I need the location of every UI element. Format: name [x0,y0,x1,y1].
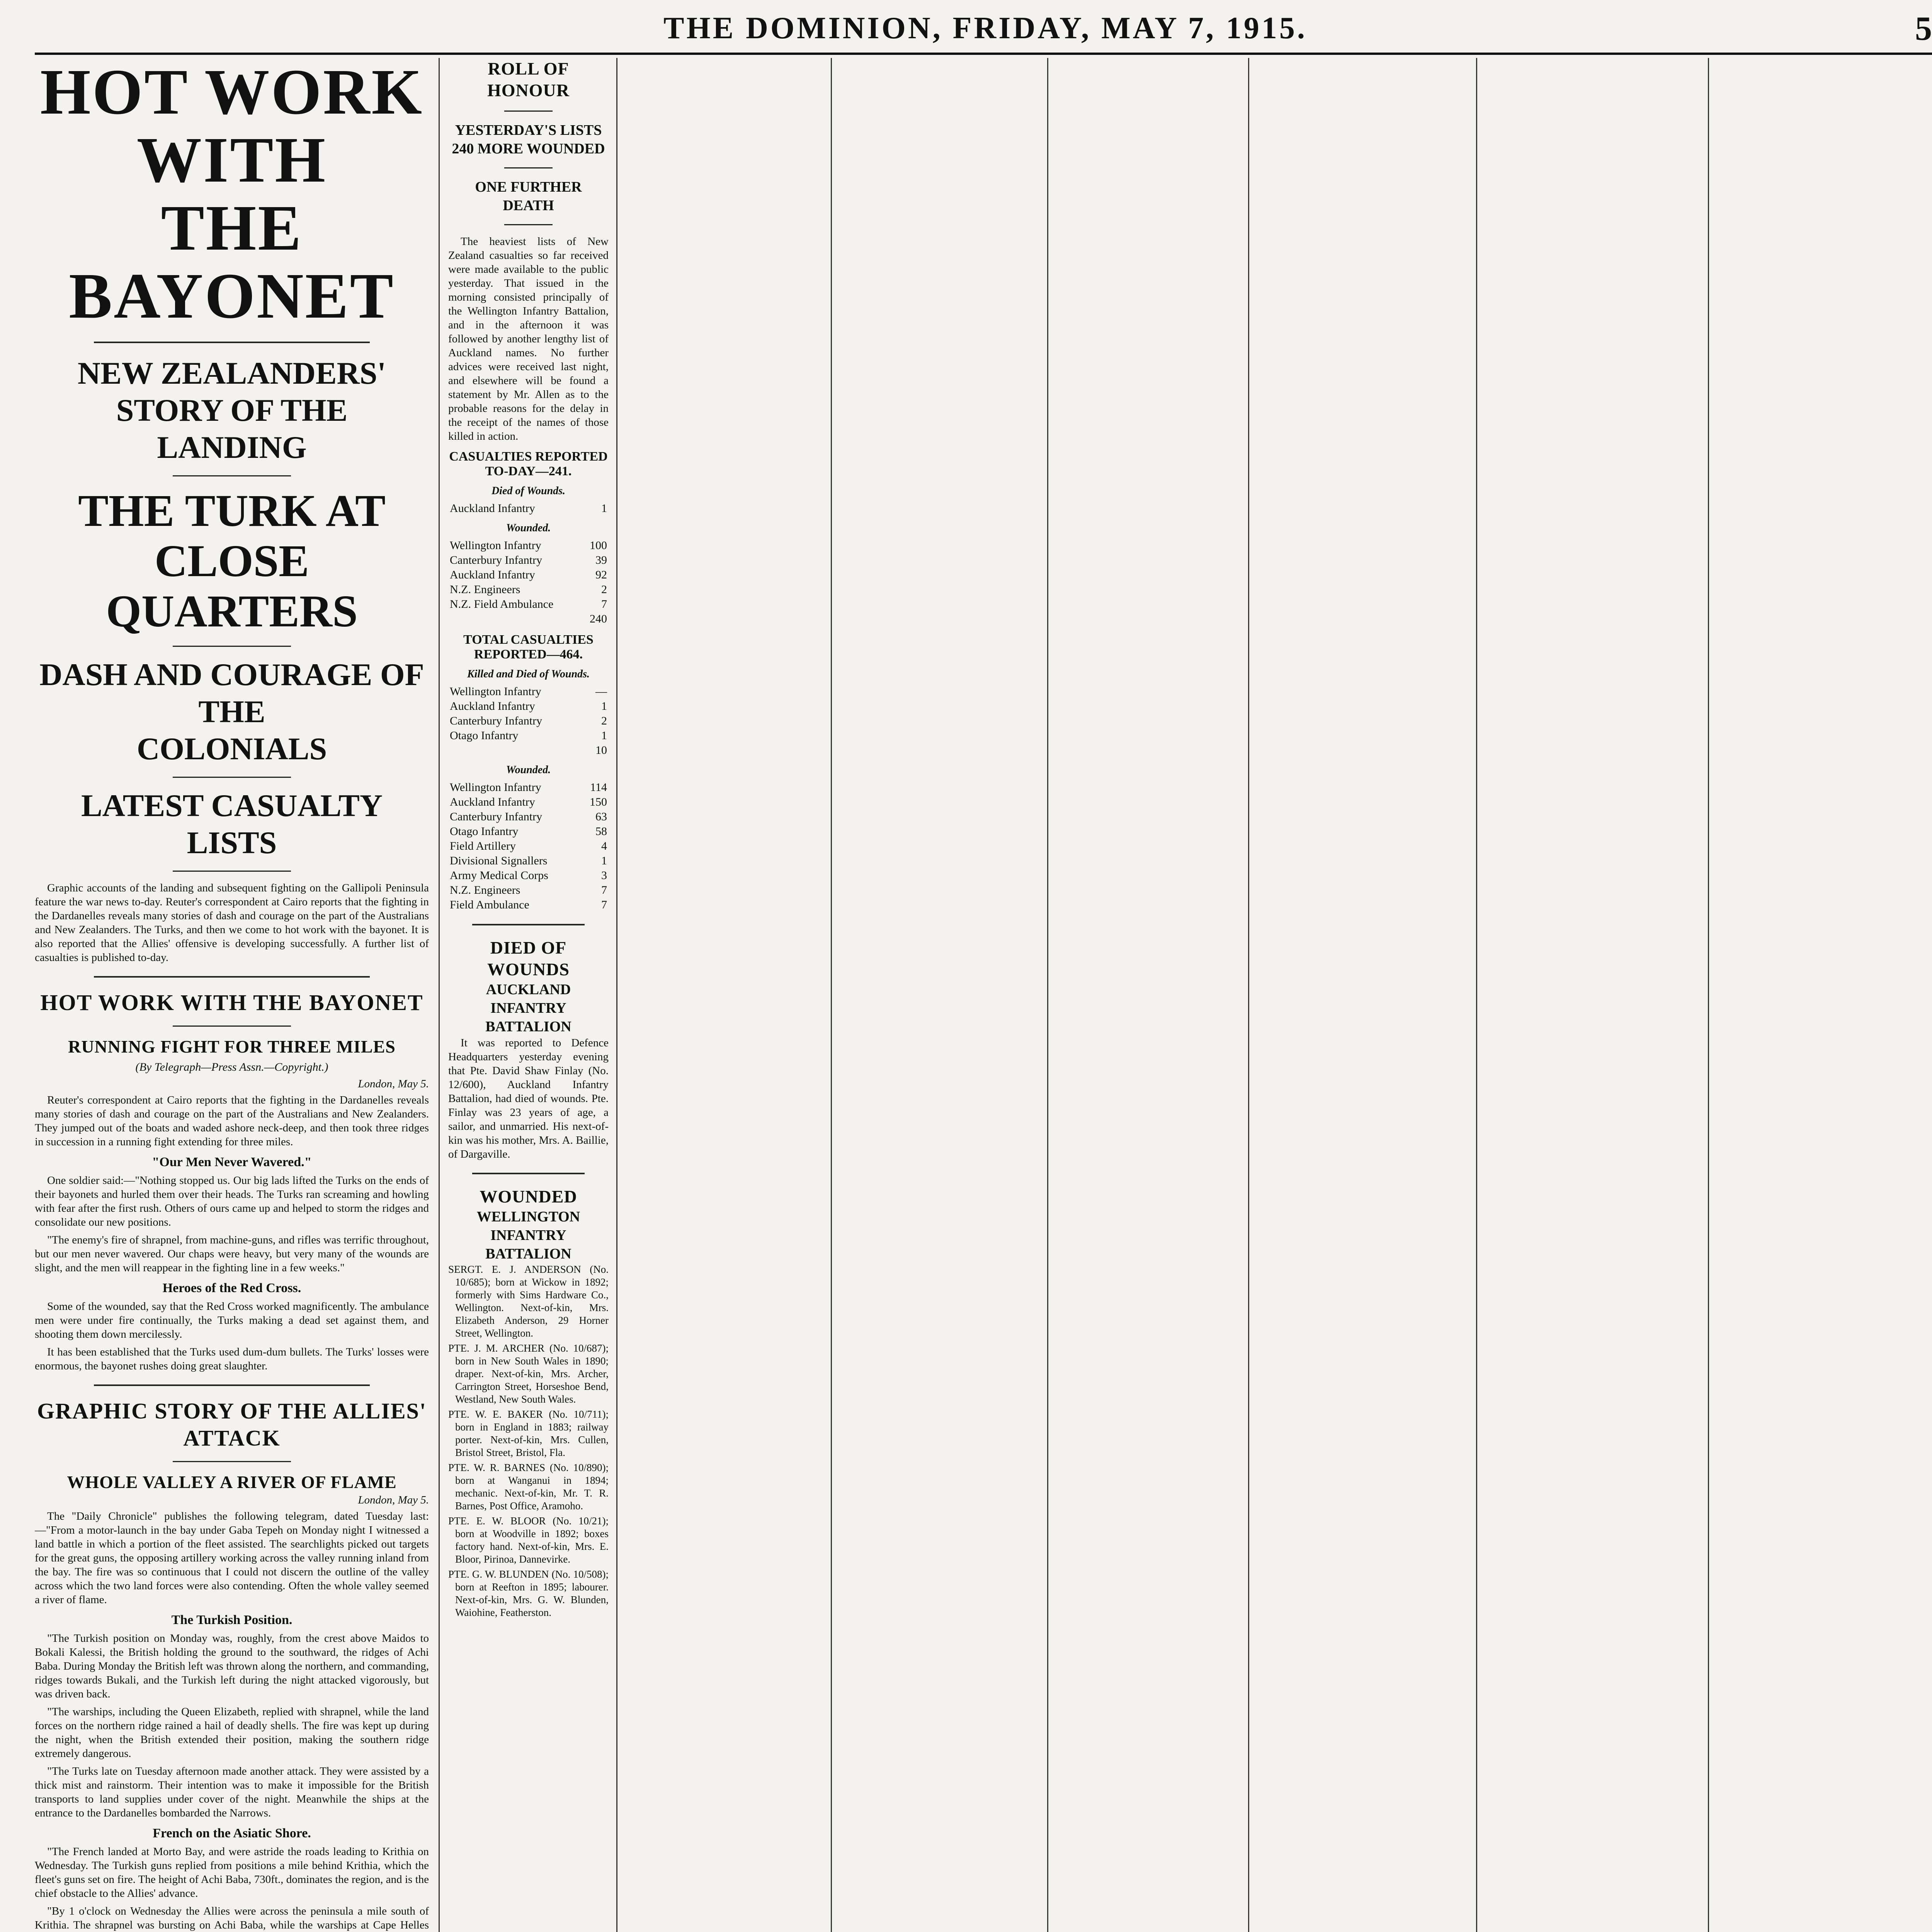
casualty-count: 1 [601,502,607,515]
dateline: London, May 5. [358,1078,429,1090]
lead-subhead: QUARTERS [106,586,358,636]
casualty-count: 4 [601,840,607,852]
table-row [448,868,609,883]
lead-article [35,58,429,1932]
unit-name: Wellington Infantry [450,685,541,698]
divider [504,224,553,225]
section-subhead: 240 MORE WOUNDED [452,141,605,157]
divider [173,646,291,647]
unit-name: Field Artillery [450,840,516,852]
casualty-count: 7 [601,598,607,611]
section-headline: ROLL OF HONOUR [487,59,570,100]
unit-name: Army Medical Corps [450,869,548,882]
unit-name: Auckland Infantry [450,700,535,713]
unit-name: Canterbury Infantry [450,554,543,566]
unit-name [448,612,563,626]
lead-subhead: NEW ZEALANDERS' STORY OF THE [77,355,386,428]
paragraph: "The warships, including the Queen Elizabeth, replied with shrapnel, while the land forces on the northern ridge rained a hail of deadly shells. The fire was kept up during the night, when the British extended their position, making the southern ridge extremely dangerous. [35,1706,429,1760]
table-subheading: Wounded. [506,522,551,534]
casualty-count: 100 [590,539,607,552]
roll-of-honour-column [448,58,609,1932]
casualty-count: 39 [595,554,607,566]
section-subhead: WELLINGTON INFANTRY BATTALION [476,1209,580,1262]
lead-intro: Graphic accounts of the landing and subsequent fighting on the Gallipoli Peninsula feature the war news to-day. Reuter's correspondent at Cairo reports that the fighting in the Dardanelles reveals many stories of dash and courage on the part of the Australians and New Zealanders. The Turks, and then we come to hot work with the bayonet. It is also reported that the Allies' offensive is developing successfully. A further list of casualties is published to-day. [35,882,429,964]
column-rule [1708,58,1709,1932]
article-subhead: WHOLE VALLEY A RIVER OF FLAME [67,1472,397,1492]
table-heading: CASUALTIES REPORTED TO-DAY—241. [449,449,608,478]
unit-name: Divisional Signallers [450,854,548,867]
casualty-count: 1 [601,729,607,742]
article-subhead: RUNNING FIGHT FOR THREE MILES [68,1037,396,1056]
unit-name: Auckland Infantry [450,796,535,808]
divider [94,342,370,343]
table-row [448,538,609,553]
divider [504,111,553,112]
paragraph: "By 1 o'clock on Wednesday the Allies were across the peninsula a mile south of Krithia. The shrapnel was bursting on Achi Baba, while the warships at Cape Helles [35,1905,429,1931]
paragraph: It has been established that the Turks used dum-dum bullets. The Turks' losses were enormous, the bayonet rushes doing great slaughter. [35,1346,429,1372]
dateline: London, May 5. [358,1494,429,1506]
casualty-count: 114 [590,781,607,794]
lead-subhead: DASH AND COURAGE OF THE [39,657,424,729]
casualty-count: 7 [601,898,607,911]
lead-subhead: THE TURK AT CLOSE [78,485,386,586]
table-row [448,684,609,699]
unit-name: N.Z. Field Ambulance [450,598,554,611]
crosshead: "Our Men Never Wavered." [152,1155,312,1169]
divider [173,1461,291,1462]
divider [504,167,553,168]
divider [472,924,585,925]
unit-name: N.Z. Engineers [450,884,520,896]
table-row [448,898,609,912]
unit-name: N.Z. Engineers [450,583,520,596]
wire-credit: (By Telegraph—Press Assn.—Copyright.) [135,1061,328,1073]
table-row [448,582,609,597]
unit-name: Auckland Infantry [450,568,535,581]
column-rule [616,58,617,1932]
lead-headline-line2: THE BAYONET [69,192,395,332]
section-subhead: ONE FURTHER DEATH [475,179,582,214]
column-rule [1248,58,1249,1932]
casualty-count: 2 [601,583,607,596]
casualty-count: 58 [595,825,607,838]
table-row [448,553,609,568]
column-rule [831,58,832,1932]
masthead-rule [35,53,1932,55]
paragraph: "The enemy's fire of shrapnel, from machine-guns, and rifles was terrific throughout, but our men never wavered. Our chaps were heavy, but very many of the wounds are slight, and the men will reappear in the fighting line in a few weeks." [35,1234,429,1274]
section-subhead: YESTERDAY'S LISTS [455,122,602,138]
casualty-table [448,780,609,912]
table-row [448,501,609,516]
paragraph: The heaviest lists of New Zealand casualties so far received were made available to the public yesterday. That issued in the morning consisted principally of the Wellington Infantry Battalion, and in the afternoon it was followed by another lengthy list of Auckland names. No further advices were received last night, and elsewhere will be found a statement by Mr. Allen as to the probable reasons for the delay in the receipt of the names of those killed in action. [448,235,609,442]
table-subheading: Died of Wounds. [491,485,566,497]
table-row [448,699,609,714]
page-number: 5 [1915,10,1932,48]
crosshead: French on the Asiatic Shore. [153,1826,311,1840]
table-row [448,780,609,795]
section-subhead: AUCKLAND INFANTRY BATTALION [485,981,571,1035]
unit-name [448,743,563,758]
table-row [448,597,609,612]
divider [173,475,291,476]
casualty-table [448,684,609,758]
lead-subhead: LATEST CASUALTY LISTS [81,788,383,860]
unit-name: Auckland Infantry [450,502,535,515]
paragraph: "The French landed at Morto Bay, and were astride the roads leading to Krithia on Wednesday. The Turkish guns replied from positions a mile behind Krithia, which the fleet's guns set on fire. The height of Achi Baba, 730ft., dominates the region, and is the chief obstacle to the Allies' advance. [35,1845,429,1900]
paragraph: The "Daily Chronicle" publishes the following telegram, dated Tuesday last:—"From a motor-launch in the bay under Gaba Tepeh on Monday night I witnessed a land battle in which a portion of the fleet assisted. The searchlights picked out targets for the great guns, the opposing artillery working across the valley running inland from the bay. The fire was so continuous that I could not discern the outline of the valley across which the two land forces were also contending. Often the whole valley seemed a river of flame. [35,1510,429,1606]
casualty-count: 3 [601,869,607,882]
table-row [448,795,609,810]
table-row [448,568,609,582]
divider [472,1173,585,1174]
table-row [448,728,609,743]
casualty-count: — [595,685,607,698]
casualty-entry: PTE. W. E. BAKER (No. 10/711); born in England in 1883; railway porter. Next-of-kin, Mrs. Cullen, Bristol Street, Bristol, Fla. [448,1408,609,1458]
paragraph: Some of the wounded, say that the Red Cross worked magnificently. The ambulance men were under fire continually, the Turks making a dead set against them, and shooting them down mercilessly. [35,1300,429,1340]
article-headline: GRAPHIC STORY OF THE ALLIES' ATTACK [37,1398,427,1451]
table-subheading: Wounded. [506,764,551,776]
divider [173,777,291,778]
casualty-count: 150 [590,796,607,808]
article-headline: HOT WORK WITH THE BAYONET [40,990,423,1015]
table-row [448,854,609,868]
unit-name: Otago Infantry [450,825,519,838]
divider [173,1026,291,1027]
unit-name: Wellington Infantry [450,539,541,552]
table-row [448,824,609,839]
unit-name: Otago Infantry [450,729,519,742]
table-row [448,743,609,758]
masthead [35,7,1932,49]
paragraph: One soldier said:—"Nothing stopped us. Our big lads lifted the Turks on the ends of their bayonets and hurled them over their heads. The Turks ran screaming and howling with fear after the first rush. Others of ours came up and helped to storm the ridges and consolidate our new positions. [35,1174,429,1228]
casualty-count: 1 [601,700,607,713]
divider [173,871,291,872]
lead-subhead: COLONIALS [136,731,327,766]
casualty-count: 10 [595,744,607,757]
section-headline: DIED OF WOUNDS [487,938,570,979]
table-row [448,883,609,898]
column-rule [1047,58,1048,1932]
divider [94,976,370,978]
casualty-count: 240 [590,612,607,625]
divider [94,1384,370,1386]
paragraph: It was reported to Defence Headquarters yesterday evening that Pte. David Shaw Finlay (No. 12/600), Auckland Infantry Battalion, had died of wounds. Pte. Finlay was 23 years of age, a sailor, and unmarried. His next-of-kin was his mother, Mrs. A. Baillie, of Dargaville. [448,1037,609,1160]
casualty-count: 63 [595,810,607,823]
casualty-table [448,501,609,516]
paragraph: "The Turkish position on Monday was, roughly, from the crest above Maidos to Bokali Kalessi, the British holding the ground to the southward, the ridges of Achi Baba. During Monday the British left was thrown along the northern, and commanding, ridges towards Bukali, and the Turkish left during the night attacked vigorously, but was driven back. [35,1632,429,1700]
lead-headline-line1: HOT WORK WITH [40,58,423,196]
casualty-entry: SERGT. E. J. ANDERSON (No. 10/685); born at Wickow in 1892; formerly with Sims Hardware Co., Wellington. Next-of-kin, Mrs. Elizabeth Anderson, 29 Horner Street, Wellington. [448,1264,609,1339]
unit-name: Canterbury Infantry [450,714,543,727]
table-row [448,714,609,728]
paragraph: Reuter's correspondent at Cairo reports that the fighting in the Dardanelles reveals many stories of dash and courage on the part of the Australians and New Zealanders. They jumped out of the boats and waded ashore neck-deep, and then took three ridges in succession in a running fight extending for three miles. [35,1094,429,1148]
casualty-entry: PTE. J. M. ARCHER (No. 10/687); born in New South Wales in 1890; draper. Next-of-kin, Mrs. Archer, Carrington Street, Horseshoe Bend, Westland, New South Wales. [448,1342,609,1405]
table-subheading: Killed and Died of Wounds. [467,668,590,680]
casualty-entry: PTE. E. W. BLOOR (No. 10/21); born at Woodville in 1892; boxes factory hand. Next-of-kin, Mrs. E. Bloor, Pirinoa, Dannevirke. [448,1515,609,1565]
casualty-count: 7 [601,884,607,896]
page-title: THE DOMINION, FRIDAY, MAY 7, 1915. [663,11,1307,45]
unit-name: Wellington Infantry [450,781,541,794]
casualty-entry: PTE. W. R. BARNES (No. 10/890); born at Wanganui in 1894; mechanic. Next-of-kin, Mr. T. R. Barnes, Post Office, Aramoho. [448,1462,609,1512]
table-heading: TOTAL CASUALTIES REPORTED—464. [463,633,594,662]
lead-subhead: LANDING [157,430,307,465]
casualty-entry: PTE. G. W. BLUNDEN (No. 10/508); born at Reefton in 1895; labourer. Next-of-kin, Mrs. G. W. Blunden, Waiohine, Featherston. [448,1568,609,1618]
casualty-table [448,538,609,626]
table-row [448,810,609,824]
unit-name: Canterbury Infantry [450,810,543,823]
table-row [448,839,609,854]
table-row [448,612,609,626]
casualty-count: 92 [595,568,607,581]
section-headline: WOUNDED [480,1187,577,1206]
casualty-count: 2 [601,714,607,727]
crosshead: Heroes of the Red Cross. [162,1281,301,1295]
crosshead: The Turkish Position. [171,1613,293,1627]
paragraph: "The Turks late on Tuesday afternoon made another attack. They were assisted by a thick mist and rainstorm. Their intention was to make it impossible for the British transports to land supplies under cover of the night. Meanwhile the ships at the entrance to the Dardanelles bombarded the Narrows. [35,1765,429,1819]
casualty-count: 1 [601,854,607,867]
column-rule [439,58,440,1932]
casualty-list [448,1263,609,1619]
unit-name: Field Ambulance [450,898,529,911]
column-rule [1476,58,1477,1932]
